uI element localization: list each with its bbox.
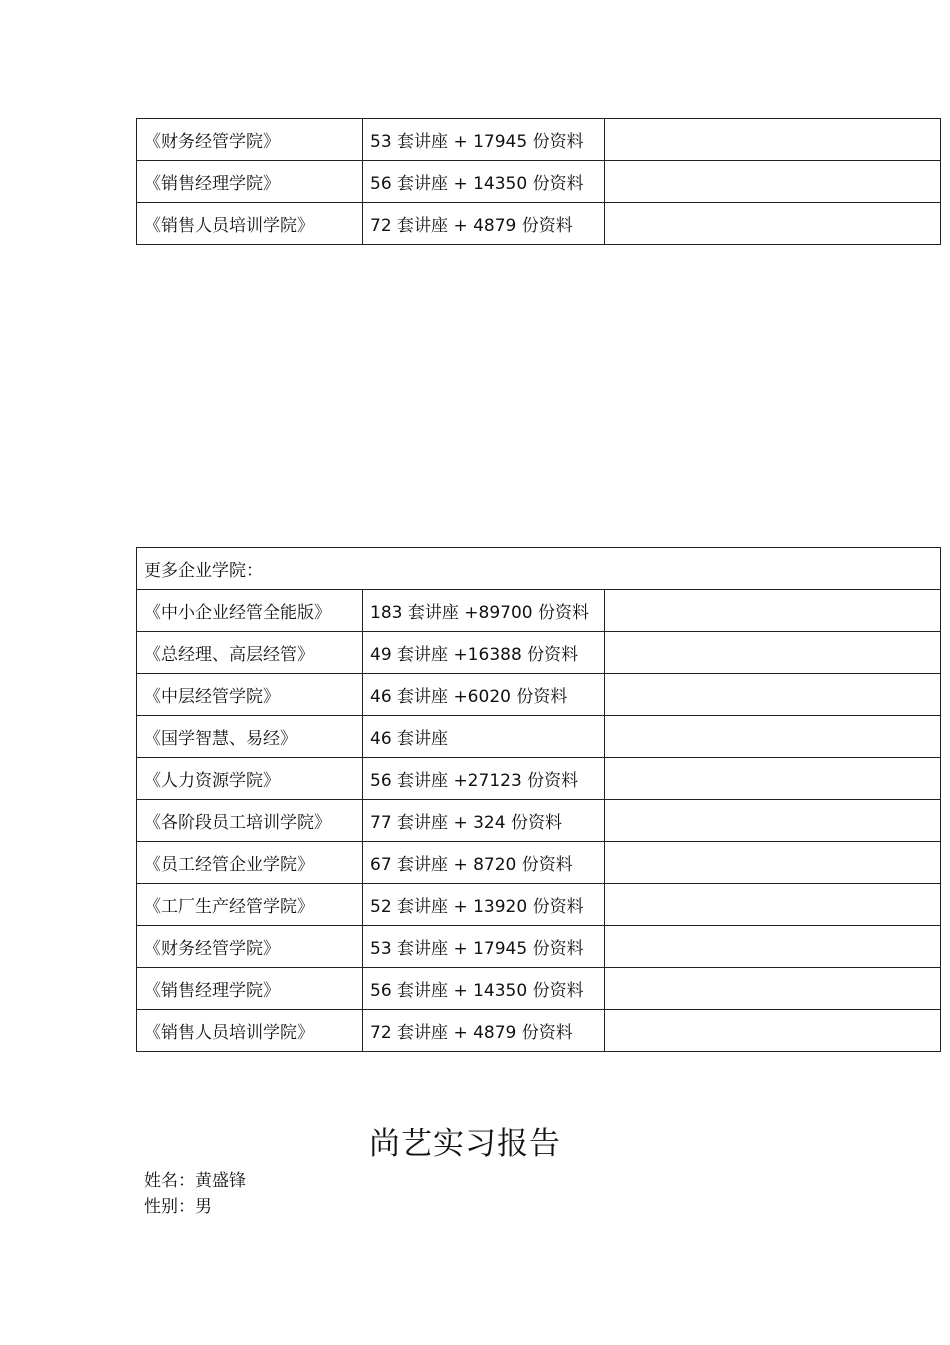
empty-cell: [605, 203, 941, 245]
empty-cell: [605, 716, 941, 758]
course-content-cell: 53 套讲座 + 17945 份资料: [363, 926, 605, 968]
course-content-cell: 72 套讲座 + 4879 份资料: [363, 203, 605, 245]
course-content-cell: 56 套讲座 + 14350 份资料: [363, 161, 605, 203]
course-content-cell: 56 套讲座 + 14350 份资料: [363, 968, 605, 1010]
empty-cell: [605, 800, 941, 842]
course-name-cell: 《总经理、高层经管》: [137, 632, 363, 674]
table-row: [137, 758, 941, 800]
gender-line: 性别：男: [144, 1197, 212, 1217]
table-row: [137, 884, 941, 926]
table-row: [137, 203, 941, 245]
course-table-top: [136, 118, 941, 245]
empty-cell: [605, 842, 941, 884]
name-line: 姓名：黄盛锋: [144, 1171, 246, 1191]
course-name-cell: 《销售人员培训学院》: [137, 203, 363, 245]
course-name-cell: 《销售经理学院》: [137, 968, 363, 1010]
course-content-cell: 183 套讲座 +89700 份资料: [363, 590, 605, 632]
empty-cell: [605, 674, 941, 716]
empty-cell: [605, 161, 941, 203]
course-name-cell: 《中小企业经管全能版》: [137, 590, 363, 632]
table-row: [137, 800, 941, 842]
empty-cell: [605, 926, 941, 968]
empty-cell: [605, 968, 941, 1010]
course-content-cell: 46 套讲座: [363, 716, 605, 758]
course-name-cell: 《销售经理学院》: [137, 161, 363, 203]
empty-cell: [605, 884, 941, 926]
table-header-cell: 更多企业学院：: [137, 548, 941, 590]
table-row: [137, 716, 941, 758]
course-content-cell: 53 套讲座 + 17945 份资料: [363, 119, 605, 161]
course-content-cell: 46 套讲座 +6020 份资料: [363, 674, 605, 716]
table-row: [137, 842, 941, 884]
table-row: [137, 968, 941, 1010]
course-name-cell: 《国学智慧、易经》: [137, 716, 363, 758]
table-row: [137, 674, 941, 716]
empty-cell: [605, 119, 941, 161]
table-row: [137, 590, 941, 632]
table-row: [137, 926, 941, 968]
table-header-row: [137, 548, 941, 590]
empty-cell: [605, 758, 941, 800]
table-row: [137, 119, 941, 161]
table-row: [137, 632, 941, 674]
course-name-cell: 《中层经管学院》: [137, 674, 363, 716]
course-table-bottom: [136, 547, 941, 1052]
course-name-cell: 《财务经管学院》: [137, 119, 363, 161]
table-row: [137, 1010, 941, 1052]
course-content-cell: 52 套讲座 + 13920 份资料: [363, 884, 605, 926]
course-name-cell: 《人力资源学院》: [137, 758, 363, 800]
course-name-cell: 《员工经管企业学院》: [137, 842, 363, 884]
course-content-cell: 72 套讲座 + 4879 份资料: [363, 1010, 605, 1052]
course-content-cell: 77 套讲座 + 324 份资料: [363, 800, 605, 842]
course-content-cell: 56 套讲座 +27123 份资料: [363, 758, 605, 800]
course-name-cell: 《各阶段员工培训学院》: [137, 800, 363, 842]
empty-cell: [605, 1010, 941, 1052]
report-title: 尚艺实习报告: [369, 1126, 561, 1162]
course-content-cell: 49 套讲座 +16388 份资料: [363, 632, 605, 674]
course-name-cell: 《销售人员培训学院》: [137, 1010, 363, 1052]
course-name-cell: 《财务经管学院》: [137, 926, 363, 968]
empty-cell: [605, 632, 941, 674]
course-content-cell: 67 套讲座 + 8720 份资料: [363, 842, 605, 884]
table-row: [137, 161, 941, 203]
course-name-cell: 《工厂生产经管学院》: [137, 884, 363, 926]
empty-cell: [605, 590, 941, 632]
